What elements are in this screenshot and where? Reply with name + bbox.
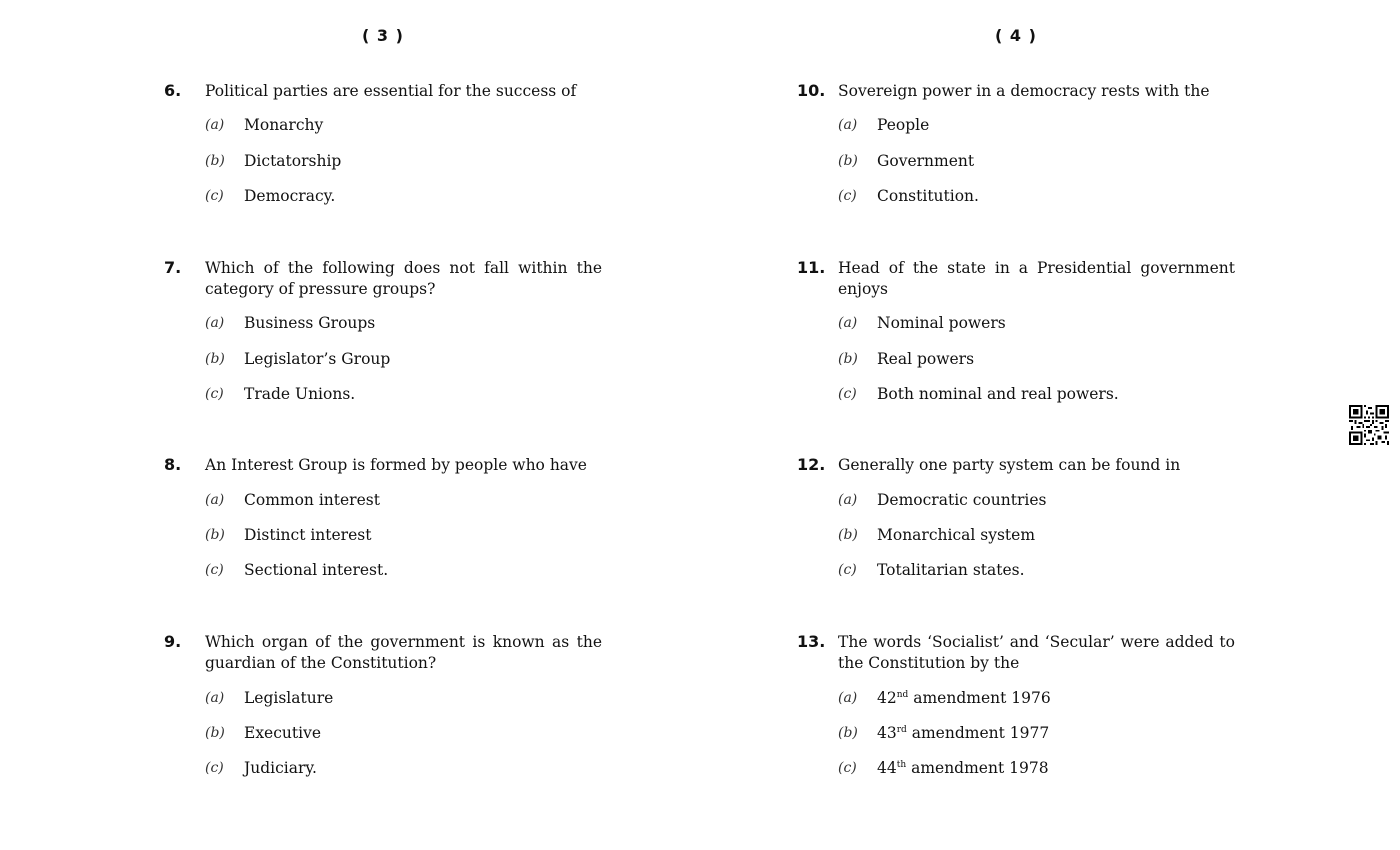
option-label: (a) [205,690,225,706]
option-text: Democracy. [244,187,336,205]
option-text: Trade Unions. [244,385,356,403]
question-number: 7. [164,258,182,277]
question-8 [164,455,604,585]
question-number: 11. [797,258,826,277]
question-number: 12. [797,455,826,474]
option-text: Government [877,152,975,170]
question-text: Which of the following does not fall within the category of pressure groups? [205,259,602,298]
option-label: (a) [838,117,858,133]
option-text: Real powers [877,350,975,368]
option-label: (b) [205,527,225,543]
option-label: (c) [838,386,857,402]
option-text: People [877,116,930,134]
option-label: (b) [838,725,858,741]
question-text: Sovereign power in a democracy rests with the [838,82,1210,100]
option-label: (a) [205,315,225,331]
option-text: Monarchical system [877,526,1036,544]
option-label: (c) [838,188,857,204]
option-label: (c) [205,562,224,578]
option-label: (b) [205,725,225,741]
option-text: Constitution. [877,187,979,205]
amendment-rest: amendment 1976 [908,689,1051,707]
option-text: Legislator’s Group [244,350,391,368]
option-text: Sectional interest. [244,561,389,579]
question-7 [164,258,604,408]
option-text: Both nominal and real powers. [877,385,1119,403]
option-text: Executive [244,724,322,742]
question-number: 10. [797,81,826,100]
question-12 [797,455,1237,585]
option-text: Totalitarian states. [877,561,1025,579]
option-label: (c) [838,760,857,776]
option-text: Nominal powers [877,314,1006,332]
page-number-left: ( 3 ) [362,26,404,45]
option-text: Common interest [244,491,380,509]
option-text: Business Groups [244,314,376,332]
option-label: (b) [838,527,858,543]
option-label: (c) [838,562,857,578]
question-text: Political parties are essential for the success of [205,82,577,100]
option-label: (a) [838,315,858,331]
option-label: (a) [838,690,858,706]
option-label: (c) [205,386,224,402]
option-text: Distinct interest [244,526,372,544]
amendment-number: 42 [877,689,897,707]
question-9 [164,632,604,782]
ordinal-suffix: rd [896,725,907,735]
amendment-rest: amendment 1978 [906,759,1049,777]
option-label: (a) [205,117,225,133]
option-label: (b) [838,153,858,169]
ordinal-suffix: th [896,760,907,770]
option-label: (b) [205,351,225,367]
option-text [877,724,1049,742]
amendment-rest: amendment 1977 [906,724,1050,742]
ordinal-suffix: nd [896,690,909,700]
qr-code-icon [1349,405,1389,445]
question-number: 6. [164,81,182,100]
option-label: (a) [838,492,858,508]
amendment-number: 44 [877,759,897,777]
option-text: Monarchy [244,116,324,134]
option-text [877,759,1049,777]
question-text: An Interest Group is formed by people who have [205,456,587,474]
option-label: (c) [205,188,224,204]
option-label: (b) [838,351,858,367]
question-text: Head of the state in a Presidential government enjoys [838,259,1235,298]
option-text: Legislature [244,689,334,707]
page-number-right: ( 4 ) [995,26,1037,45]
option-text [877,689,1051,707]
option-label: (c) [205,760,224,776]
question-11 [797,258,1237,408]
question-13 [797,632,1237,782]
question-text: Generally one party system can be found in [838,456,1181,474]
question-10 [797,81,1237,211]
question-text: The words ‘Socialist’ and ‘Secular’ were added to the Constitution by the [838,633,1235,672]
option-label: (a) [205,492,225,508]
option-text: Democratic countries [877,491,1047,509]
question-number: 9. [164,632,182,651]
option-label: (b) [205,153,225,169]
question-number: 13. [797,632,826,651]
amendment-number: 43 [877,724,897,742]
question-number: 8. [164,455,182,474]
option-text: Dictatorship [244,152,342,170]
option-text: Judiciary. [244,759,317,777]
question-6 [164,81,604,211]
question-text: Which organ of the government is known as the guardian of the Constitution? [205,633,602,672]
